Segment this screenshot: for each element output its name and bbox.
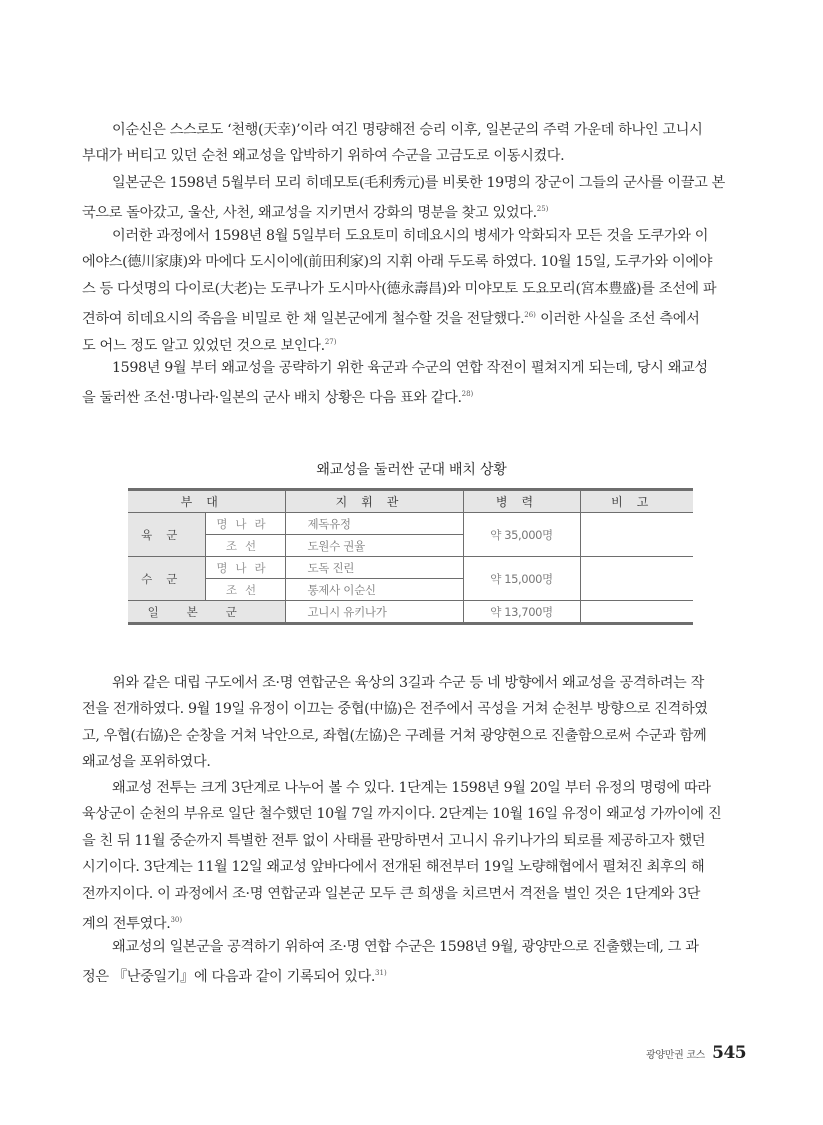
notes-cell: [580, 601, 693, 624]
text-line: [82, 329, 742, 355]
text-line-content: 을 둘러싼 조선·명나라·일본의 군사 배치 상황은 다음 표와 같다.: [82, 390, 462, 407]
paragraph-2: [82, 170, 742, 223]
unit-cell: 일본군: [128, 601, 285, 624]
text-line: 스 등 다섯명의 다이로(大老)는 도쿠나가 도시마사(德永壽昌)와 미야모토 도요모리(宮本豊盛)를 조선에 파: [82, 280, 717, 297]
text-line: 왜교성을 포위하였다.: [82, 754, 211, 771]
header-commander: 지휘관: [285, 490, 463, 513]
sub-unit-cell: 명나라: [205, 557, 285, 579]
table-header-row: [128, 490, 693, 513]
deployment-table: [128, 488, 693, 625]
footnote-marker: 27): [324, 337, 337, 346]
text-line: 이러한 과정에서 1598년 8월 5일부터 도요토미 히데요시의 병세가 악화되자 모든 것을 도쿠가와 이: [112, 228, 709, 244]
text-line: [82, 302, 742, 328]
footnote-marker: 31): [375, 969, 387, 978]
text-line: 전을 전개하였다. 9월 19일 유정이 이끄는 중협(中協)은 전주에서 곡성을 거쳐 순천부 방향으로 진격하였: [82, 701, 708, 718]
notes-cell: [580, 513, 693, 557]
commander-cell: 고니시 유키나가: [285, 601, 463, 624]
text-line: [82, 381, 742, 407]
table-row: [128, 601, 693, 624]
table-caption: 왜교성을 둘러싼 군대 배치 상황: [316, 462, 507, 478]
text-line: 고, 우협(右協)은 순창을 거쳐 낙안으로, 좌협(左協)은 구례를 거쳐 광양현으로 진출함으로써 수군과 함께: [82, 727, 707, 744]
text-line: 1598년 9월 부터 왜교성을 공략하기 위한 육군과 수군의 연합 작전이 펼쳐지게 되는데, 당시 왜교성: [112, 360, 708, 376]
commander-cell: 도원수 권율: [285, 535, 463, 557]
paragraph-6: [82, 775, 742, 933]
paragraph-7: [82, 934, 742, 987]
text-line: 전까지이다. 이 과정에서 조·명 연합군과 일본군 모두 큰 희생을 치르면서 격전을 벌인 것은 1단계와 3단: [82, 885, 701, 902]
commander-cell: 통제사 이순신: [285, 579, 463, 601]
text-line: 에야스(德川家康)와 마에다 도시이에(前田利家)의 지휘 아래 두도록 하였다. 10월 15일, 도쿠가와 이에야: [82, 254, 713, 271]
text-line-content: 정은 『난중일기』에 다음과 같이 기록되어 있다.: [82, 969, 376, 986]
page-number: 545: [712, 1043, 747, 1063]
paragraph-5: [82, 670, 742, 776]
footnote-marker: 30): [170, 915, 183, 924]
text-line: 시기이다. 3단계는 11월 12일 왜교성 앞바다에서 전개된 해전부터 19일 노량해협에서 펼쳐진 최후의 해: [82, 859, 705, 876]
text-line: 육상군이 순천의 부유로 일단 철수했던 10월 7일 까지이다. 2단계는 10월 16일 유정이 왜교성 가까이에 진: [82, 806, 722, 823]
page-footer: [646, 1043, 746, 1063]
sub-unit-cell: 명나라: [205, 513, 285, 535]
section-title: 광양만권 코스: [646, 1050, 706, 1061]
paragraph-1: [82, 117, 742, 170]
text-line: 을 친 뒤 11월 중순까지 특별한 전투 없이 사태를 관망하면서 고니시 유키나가의 퇴로를 제공하고자 했던: [82, 832, 706, 849]
unit-cell: 수군: [128, 557, 205, 601]
header-notes: 비고: [580, 490, 693, 513]
header-strength: 병력: [463, 490, 580, 513]
strength-cell: 약 35,000명: [463, 513, 580, 557]
text-line: [82, 960, 742, 986]
table-row: [128, 513, 693, 535]
text-line: 왜교성 전투는 크게 3단계로 나누어 볼 수 있다. 1단계는 1598년 9월 20일 부터 유정의 명령에 따라: [112, 780, 711, 796]
text-line-tail: 이러한 사실을 조선 측에서: [535, 311, 700, 328]
footnote-marker: 28): [461, 390, 474, 399]
text-line-content: 계의 전투였다.: [82, 915, 171, 932]
text-line-content: 도 어느 정도 알고 있었던 것으로 보인다.: [82, 337, 325, 354]
text-line: 왜교성의 일본군을 공격하기 위하여 조·명 연합 수군은 1598년 9월, 광양만으로 진출했는데, 그 과: [112, 939, 699, 955]
text-line: [82, 196, 742, 222]
footnote-marker: 25): [536, 205, 549, 214]
notes-cell: [580, 557, 693, 601]
commander-cell: 제독유정: [285, 513, 463, 535]
text-line-content: 국으로 돌아갔고, 울산, 사천, 왜교성을 지키면서 강화의 명분을 찾고 있었다.: [82, 205, 537, 222]
text-line: [82, 907, 742, 933]
text-line: 부대가 버티고 있던 순천 왜교성을 압박하기 위하여 수군을 고금도로 이동시켰다.: [82, 148, 565, 165]
text-line: 이순신은 스스로도 ‘천행(天幸)’이라 여긴 명량해전 승리 이후, 일본군의 주력 가운데 하나인 고니시: [112, 122, 703, 138]
header-unit: 부대: [128, 490, 285, 513]
sub-unit-cell: 조선: [205, 535, 285, 557]
footnote-marker: 26): [524, 311, 536, 320]
text-line: 위와 같은 대립 구도에서 조·명 연합군은 육상의 3길과 수군 등 네 방향에서 왜교성을 공격하려는 작: [112, 675, 704, 691]
text-line: 일본군은 1598년 5월부터 모리 히데모토(毛利秀元)를 비롯한 19명의 장군이 그들의 군사를 이끌고 본: [112, 175, 725, 191]
sub-unit-cell: 조선: [205, 579, 285, 601]
table-row: [128, 557, 693, 579]
commander-cell: 도독 진린: [285, 557, 463, 579]
paragraph-4: [82, 355, 742, 408]
paragraph-3: [82, 223, 742, 355]
text-line-content: 견하여 히데요시의 죽음을 비밀로 한 채 일본군에게 철수할 것을 전달했다.: [82, 311, 525, 328]
strength-cell: 약 15,000명: [463, 557, 580, 601]
unit-cell: 육군: [128, 513, 205, 557]
strength-cell: 약 13,700명: [463, 601, 580, 624]
